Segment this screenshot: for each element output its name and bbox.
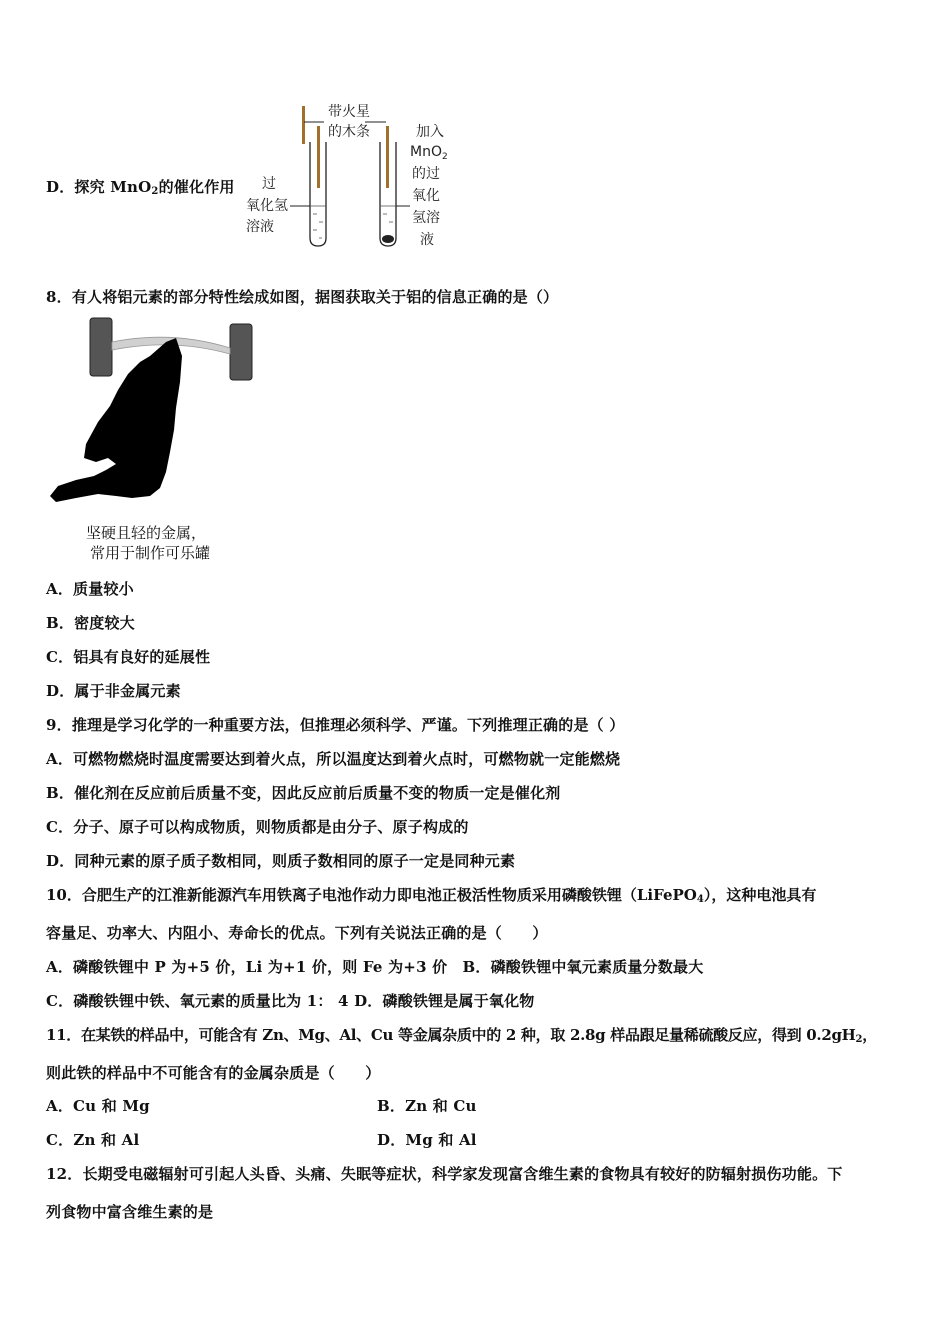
- q12-stem-line-2: 列食物中富含维生素的是: [46, 1203, 214, 1221]
- q11-option-a: A．Cu 和 Mg: [46, 1097, 150, 1115]
- left-label-line-2: 氧化氢: [246, 198, 288, 214]
- q7-option-d-label: D．探究 MnO: [46, 178, 152, 196]
- left-label-line-1: 过: [262, 176, 276, 192]
- q7-option-d: [46, 176, 235, 197]
- q10-options-row-2: C．磷酸铁锂中铁、氧元素的质量比为 1： 4 D．磷酸铁锂是属于氧化物: [46, 992, 535, 1010]
- right-label-line-2: MnO$_2$: [410, 144, 448, 162]
- top-label-line-1: 带火星: [328, 104, 370, 120]
- left-label-line-3: 溶液: [246, 219, 274, 235]
- q11-option-d: D．Mg 和 Al: [377, 1131, 477, 1149]
- q10-stem-line-2: 容量足、功率大、内阻小、寿命长的优点。下列有关说法正确的是（ ）: [46, 924, 548, 942]
- right-label-line-1: 加入: [416, 124, 444, 140]
- aluminum-weightlifter-figure: [46, 312, 276, 564]
- catalysis-experiment-figure: [240, 100, 460, 252]
- q11-stem-text-a: 11．在某铁的样品中，可能含有 Zn、Mg、Al、Cu 等金属杂质中的 2 种，取 2.8g 样品跟足量稀硫酸反应，得到 0.2gH: [46, 1026, 856, 1044]
- right-label-line-6: 液: [420, 232, 434, 248]
- q11-stem-text-b: ，: [862, 1026, 877, 1044]
- figure-caption-line-2: 常用于制作可乐罐: [90, 544, 211, 562]
- figure-caption-line-1: 坚硬且轻的金属，: [86, 524, 207, 542]
- right-label-line-5: 氢溶: [412, 210, 440, 226]
- q10-stem-sub: 4: [696, 894, 704, 905]
- q9-option-a: A．可燃物燃烧时温度需要达到着火点，所以温度达到着火点时，可燃物就一定能燃烧: [46, 750, 621, 768]
- q10-options-row-1: A．磷酸铁锂中 P 为+5 价，Li 为+1 价，则 Fe 为+3 价 B．磷酸铁锂中氧元素质量分数最大: [46, 958, 704, 976]
- q8-option-d: D．属于非金属元素: [46, 682, 181, 700]
- q11-option-b: B．Zn 和 Cu: [377, 1097, 477, 1115]
- q9-stem: 9．推理是学习化学的一种重要方法，但推理必须科学、严谨。下列推理正确的是（ ）: [46, 716, 625, 734]
- right-label-line-3: 的过: [412, 166, 440, 182]
- q11-stem-line-2: 则此铁的样品中不可能含有的金属杂质是（ ）: [46, 1064, 381, 1082]
- q8-option-b: B．密度较大: [46, 614, 135, 632]
- q11-stem-sub: 2: [855, 1034, 863, 1045]
- q11-stem-line-1: [46, 1024, 877, 1045]
- q10-stem-text-a: 10．合肥生产的江淮新能源汽车用铁离子电池作动力即电池正极活性物质采用磷酸铁锂（LiFePO: [46, 886, 697, 904]
- q8-option-c: C．铝具有良好的延展性: [46, 648, 211, 666]
- q9-option-c: C．分子、原子可以构成物质，则物质都是由分子、原子构成的: [46, 818, 469, 836]
- q7-option-d-sub: 2: [151, 186, 159, 197]
- right-wooden-splint: [386, 126, 389, 188]
- q11-option-c: C．Zn 和 Al: [46, 1131, 140, 1149]
- q8-option-a: A．质量较小: [46, 580, 134, 598]
- q7-option-d-suffix: 的催化作用: [158, 178, 235, 196]
- left-wooden-splint: [302, 106, 320, 188]
- q9-option-b: B．催化剂在反应前后质量不变，因此反应前后质量不变的物质一定是催化剂: [46, 784, 561, 802]
- q10-stem-text-b: ），这种电池具有: [703, 886, 817, 904]
- q9-option-d: D．同种元素的原子质子数相同，则质子数相同的原子一定是同种元素: [46, 852, 516, 870]
- q10-stem-line-1: [46, 884, 816, 905]
- q8-stem: 8．有人将铝元素的部分特性绘成如图，据图获取关于铝的信息正确的是（）: [46, 288, 559, 306]
- q12-stem-line-1: 12．长期受电磁辐射可引起人头昏、头痛、失眠等症状，科学家发现富含维生素的食物具有较好的防辐射损伤功能。下: [46, 1165, 843, 1183]
- right-label-line-4: 氧化: [412, 188, 440, 204]
- top-label-line-2: 的木条: [328, 124, 370, 140]
